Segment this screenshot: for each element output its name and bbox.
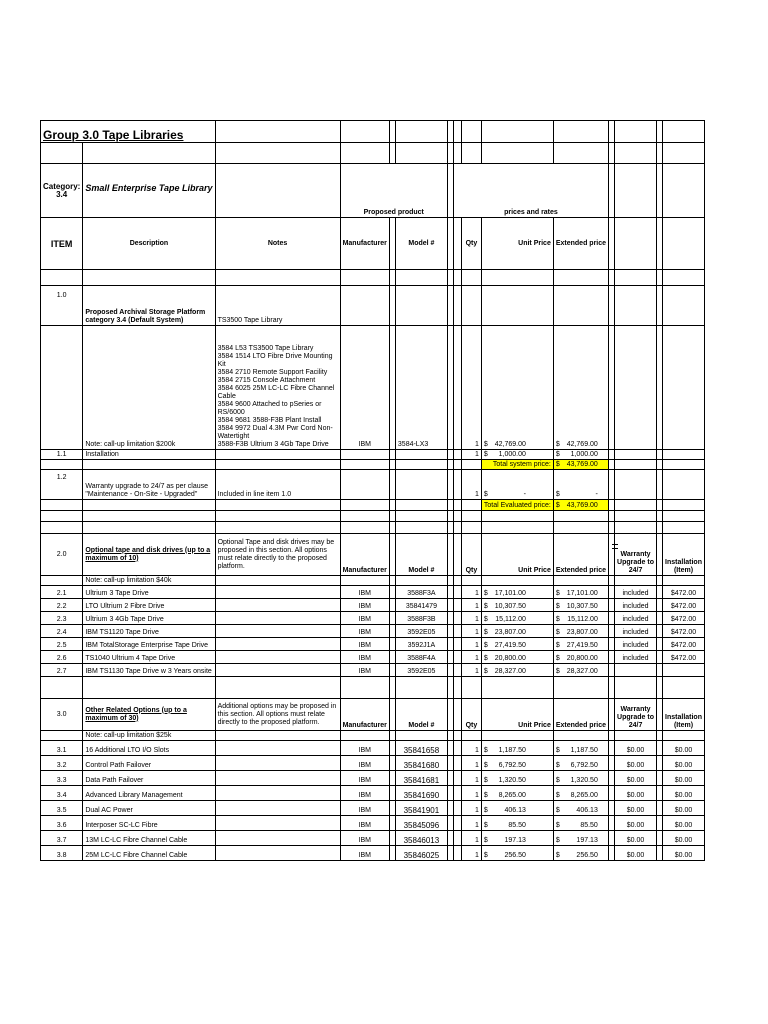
- row-description: Advanced Library Management: [83, 786, 215, 801]
- sheet-title: Group 3.0 Tape Libraries: [41, 121, 216, 143]
- row-installation: $472.00: [663, 651, 705, 664]
- row-description: TS1040 Ultrium 4 Tape Drive: [83, 651, 215, 664]
- row-warranty: $0.00: [615, 846, 657, 861]
- section1-notes-line: 3584 2715 Console Attachment: [217, 377, 316, 384]
- category-name: Small Enterprise Tape Library: [83, 164, 215, 218]
- row-item: 1.1: [41, 450, 83, 460]
- category-number: 3.4: [56, 189, 68, 199]
- row-item: 3.1: [41, 741, 83, 756]
- row-unit-price: 256.50: [504, 852, 526, 859]
- row-manufacturer: IBM: [340, 786, 389, 801]
- section1-notes-line: 3584 1514 LTO Fibre Drive Mounting Kit: [217, 353, 333, 368]
- section2-header-manufacturer: Manufacturer: [340, 534, 389, 576]
- row-description: Installation: [83, 450, 215, 460]
- row-extended-price: 1,187.50: [570, 747, 598, 754]
- row-manufacturer: IBM: [340, 638, 389, 651]
- table-row: 3.5 Dual AC Power IBM 35841901 1 $ 406.13 $ 406.13 $0.00 $0.00: [41, 801, 705, 816]
- row-extended-price: 28,327.00: [566, 668, 598, 675]
- row-extended-price: 1,320.50: [570, 777, 598, 784]
- section2-header-qty: Qty: [461, 534, 481, 576]
- row-item: 2.6: [41, 651, 83, 664]
- row-manufacturer: IBM: [340, 846, 389, 861]
- row-extended-price: 85.50: [580, 822, 598, 829]
- table-row: 2.6 TS1040 Ultrium 4 Tape Drive IBM 3588F4A 1 $ 20,800.00 $ 20,800.00 included $472.00: [41, 651, 705, 664]
- section1-description: Proposed Archival Storage Platform category 3.4 (Default System): [83, 286, 215, 326]
- category-label: Category:: [43, 181, 81, 191]
- row-unit-price: 85.50: [508, 822, 526, 829]
- warranty-row-qty: 1: [461, 470, 481, 500]
- row-extended-price: 6,792.50: [570, 762, 598, 769]
- row-unit-price: 20,800.00: [494, 655, 526, 662]
- section1-model: 3584-LX3: [395, 326, 447, 450]
- section1-notes-line: 3584 6025 25M LC-LC Fibre Channel Cable: [217, 385, 335, 400]
- row-item: 2.4: [41, 625, 83, 638]
- row-installation: $472.00: [663, 625, 705, 638]
- row-installation: $0.00: [663, 786, 705, 801]
- row-unit-price: 197.13: [504, 837, 526, 844]
- row-qty: 1: [461, 846, 481, 861]
- row-installation: $0.00: [663, 801, 705, 816]
- row-qty: 1: [461, 612, 481, 625]
- row-unit-price: 17,101.00: [494, 590, 526, 597]
- table-row: 2.7 IBM TS1130 Tape Drive w 3 Years onsite IBM 3592E05 1 $ 28,327.00 $ 28,327.00: [41, 664, 705, 677]
- warranty-row-notes: Included in line item 1.0: [215, 470, 340, 500]
- row-installation: [663, 664, 705, 677]
- table-row: 2.2 LTO Ultrium 2 Fibre Drive IBM 35841479 1 $ 10,307.50 $ 10,307.50 included $472.00: [41, 599, 705, 612]
- row-model: 3592J1A: [395, 638, 447, 651]
- row-model: 35841658: [395, 741, 447, 756]
- row-extended-price: 15,112.00: [567, 616, 598, 623]
- table-row: 2.5 IBM TotalStorage Enterprise Tape Drive IBM 3592J1A 1 $ 27,419.50 $ 27,419.50 included $472.00: [41, 638, 705, 651]
- warranty-row-item: 1.2: [41, 470, 83, 500]
- row-notes: [215, 450, 340, 460]
- section1-qty: 1: [461, 326, 481, 450]
- section2-header-installation: Installation (Item): [663, 534, 705, 576]
- row-model: 3588F3B: [395, 612, 447, 625]
- section3-header-manufacturer: Manufacturer: [340, 699, 389, 731]
- row-description: Control Path Failover: [83, 756, 215, 771]
- section2-notes: Optional Tape and disk drives may be proposed in this section. All options must relate directly to the proposed platform.: [215, 534, 340, 576]
- section1-notes-line: 3584 9972 Dual 4.3M Pwr Cord Non-Watertight: [217, 425, 333, 440]
- row-warranty: $0.00: [615, 831, 657, 846]
- section1-notes-head: TS3500 Tape Library: [215, 286, 340, 326]
- header-unit-price: Unit Price: [481, 218, 553, 270]
- page-edge-mark: [612, 544, 618, 549]
- section3-notes: Additional options may be proposed in this section. All options must relate directly to the proposed platform.: [215, 699, 340, 731]
- row-qty: 1: [461, 625, 481, 638]
- row-model: 35841479: [395, 599, 447, 612]
- total-system-price-label: Total system price:: [481, 460, 553, 470]
- total-evaluated-price-label: Total Evaluated price:: [481, 500, 553, 511]
- row-qty: 1: [461, 816, 481, 831]
- row-model: 35841680: [395, 756, 447, 771]
- row-description: 13M LC-LC Fibre Channel Cable: [83, 831, 215, 846]
- row-item: 3.2: [41, 756, 83, 771]
- row-extended-price: 27,419.50: [566, 642, 598, 649]
- row-manufacturer: IBM: [340, 612, 389, 625]
- header-model: Model #: [395, 218, 447, 270]
- row-qty: 1: [461, 756, 481, 771]
- row-item: 3.3: [41, 771, 83, 786]
- row-model: 3588F4A: [395, 651, 447, 664]
- section2-header-extended-price: Extended price: [553, 534, 608, 576]
- row-item: 3.8: [41, 846, 83, 861]
- row-warranty: included: [615, 599, 657, 612]
- table-row: 3.2 Control Path Failover IBM 35841680 1 $ 6,792.50 $ 6,792.50 $0.00 $0.00: [41, 756, 705, 771]
- section3-cap-note: Note: call-up limitation $25k: [83, 731, 215, 741]
- row-model: 3592E05: [395, 625, 447, 638]
- section3-header-extended-price: Extended price: [553, 699, 608, 731]
- row-qty: 1: [461, 801, 481, 816]
- row-manufacturer: IBM: [340, 801, 389, 816]
- row-item: 3.4: [41, 786, 83, 801]
- row-description: IBM TS1120 Tape Drive: [83, 625, 215, 638]
- row-installation: $0.00: [663, 756, 705, 771]
- row-unit-price: 406.13: [504, 807, 526, 814]
- section1-notes-line: 3584 2710 Remote Support Facility: [217, 369, 328, 376]
- row-item: 2.5: [41, 638, 83, 651]
- row-description: Data Path Failover: [83, 771, 215, 786]
- section1-notes-line: 3588-F3B Ultrium 3 4Gb Tape Drive: [217, 441, 329, 448]
- row-manufacturer: IBM: [340, 651, 389, 664]
- warranty-row-extended-price: -: [595, 491, 598, 498]
- row-qty: 1: [461, 741, 481, 756]
- row-warranty: $0.00: [615, 786, 657, 801]
- total-evaluated-price-value: 43,769.00: [566, 502, 598, 509]
- header-qty: Qty: [461, 218, 481, 270]
- row-item: 2.7: [41, 664, 83, 677]
- row-warranty: included: [615, 625, 657, 638]
- spreadsheet: [40, 120, 705, 861]
- row-unit-price: 28,327.00: [494, 668, 526, 675]
- row-installation: $472.00: [663, 599, 705, 612]
- table-row: 3.3 Data Path Failover IBM 35841681 1 $ 1,320.50 $ 1,320.50 $0.00 $0.00: [41, 771, 705, 786]
- row-qty: 1: [461, 651, 481, 664]
- row-item: 2.2: [41, 599, 83, 612]
- row-installation: $0.00: [663, 846, 705, 861]
- row-unit-price: 10,307.50: [494, 603, 526, 610]
- row-qty: 1: [461, 599, 481, 612]
- row-installation: $472.00: [663, 586, 705, 599]
- section1-notes-line: 3584 9600 Attached to pSeries or RS/6000: [217, 401, 322, 416]
- row-warranty: included: [615, 638, 657, 651]
- header-extended-price: Extended price: [553, 218, 608, 270]
- table-row: 3.1 16 Additional LTO I/O Slots IBM 35841658 1 $ 1,187.50 $ 1,187.50 $0.00 $0.00: [41, 741, 705, 756]
- row-model: 3592E05: [395, 664, 447, 677]
- row-unit-price: 8,265.00: [498, 792, 526, 799]
- row-extended-price: 8,265.00: [570, 792, 598, 799]
- header-manufacturer: Manufacturer: [340, 218, 389, 270]
- row-description: LTO Ultrium 2 Fibre Drive: [83, 599, 215, 612]
- row-description: 25M LC-LC Fibre Channel Cable: [83, 846, 215, 861]
- total-system-price-value: 43,769.00: [566, 461, 598, 468]
- row-unit-price: 1,320.50: [498, 777, 526, 784]
- section2-cap-note: Note: call-up limitation $40k: [83, 576, 215, 586]
- row-qty: 1: [461, 638, 481, 651]
- row-extended-price: 23,807.00: [566, 629, 598, 636]
- row-manufacturer: IBM: [340, 625, 389, 638]
- proposed-product-header: Proposed product: [340, 164, 447, 218]
- row-unit-price: 15,112.00: [495, 616, 526, 623]
- section2-header-warranty: Warranty Upgrade to 24/7: [615, 534, 657, 576]
- section1-notes-list: [215, 326, 340, 450]
- row-item: 3.5: [41, 801, 83, 816]
- warranty-row-description: Warranty upgrade to 24/7 as per clause "Maintenance - On-Site - Upgraded": [83, 470, 215, 500]
- section3-header-model: Model #: [395, 699, 447, 731]
- section3-item: 3.0: [41, 699, 83, 731]
- row-model: 35841681: [395, 771, 447, 786]
- row-description: 16 Additional LTO I/O Slots: [83, 741, 215, 756]
- tape-library-price-table: Group 3.0 Tape Libraries Category: 3.4 Small Enterprise Tape Library Proposed product prices and rates ITEM Description Notes Manufacturer Model # Qty Unit Price Extended price 1.0 Proposed Archival Storage Platform category 3.4 (Default System) TS3500 Tape Library Note: call-up limitation $200k 3584 L53 TS3500 Tape Library 3584 1514 LTO Fibre Drive Mounting Kit 3584 2710 Remote Support Facility 3584 2715 Console Attachment 3584 6025 25M LC-LC Fibre Channel Cable 3584 9600 Attached to pSeries or RS/6000 3584 9681 3588-F3B Plant Install 3584 9972 Dual 4.3M Pwr Cord Non-Watertight 3588-F3B Ultrium 3 4Gb Tape Drive IBM 3584-LX3 1 $ 42,769.00 $ 42,769.00 1.1 Installation 1 $ 1,000.00 $ 1,000.00 Total system price: $ 43,769.00 1.2 Warranty upgrade to 24/7 as per clause "Maintenance - On-Site - Upgraded" Included in line item 1.0 1 $ - $ - Total Evaluated price: $ 43,769.00 2.0 Optional tape and disk drives (up to a maximum of 10) Optional Tape and disk drives may be proposed in this section. All options must relate directly to the proposed platform. Manufacturer Model # Qty Unit Price Extended price Warranty Upgrade to 24/7 Installation (Item) Note: call-up limitation $40k 2.1 Ultrium 3 Tape Drive IBM 3588F3A 1 $ 17,101.00 $ 17,101.00 included $472.00 2.2 LTO Ultrium 2 Fibre Drive IBM 35841479 1 $ 10,307.50 $ 10,307.50 included $472.00 2.3 Ultrium 3 4Gb Tape Drive IBM 3588F3B 1 $ 15,112.00 $ 15,112.00 included $472.00 2.4 IBM TS1120 Tape Drive IBM 3592E05 1 $ 23,807.00 $ 23,807.00 included $472.00 2.5 IBM TotalStorage Enterprise Tape Drive IBM 3592J1A 1 $ 27,419.50 $ 27,419.50 included $472.00 2.6 TS1040 Ultrium 4 Tape Drive IBM 3588F4A 1 $ 20,800.00 $ 20,800.00 included $472.00 2.7 IBM TS1130 Tape Drive w 3 Years onsite IBM 3592E05 1 $ 28,327.00 $ 28,327.00 3.0 Other Related Options (up to a maximum of 30) Additional options may be proposed in this section. All options must relate directly to the proposed platform. Manufacturer Model # Qty Unit Price Extended price Warranty Upgrade to 24/7 Installation (Item) Note: call-up limitation $25k 3.1 16 Additional LTO I/O Slots IBM 35841658 1 $ 1,187.50 $ 1,187.50 $0.00 $0.00 3.2 Control Path Failover IBM 35841680 1 $ 6,792.50 $ 6,792.50 $0.00 $0.00 3.3 Data Path Failover IBM 35841681 1 $ 1,320.50 $ 1,320.50 $0.00 $0.00 3.4 Advanced Library Management IBM 35841690 1 $ 8,265.00 $ 8,265.00 $0.00 $0.00 3.5 Dual AC Power IBM 35841901 1 $ 406.13 $ 406.13 $0.00 $0.00 3.6 Interposer SC-LC Fibre IBM 35845096 1 $ 85.50 $ 85.50 $0.00 $0.00 3.7 13M LC-LC Fibre Channel Cable IBM 35846013 1 $ 197.13 $ 197.13 $0.00 $0.00 3.8 25M LC-LC Fibre Channel Cable IBM 35846025 1 $ 256.50 $ 256.50 $0.00 $0.00: [40, 120, 705, 861]
- row-warranty: $0.00: [615, 756, 657, 771]
- header-description: Description: [83, 218, 215, 270]
- section3-header-installation: Installation (Item): [663, 699, 705, 731]
- row-warranty: $0.00: [615, 816, 657, 831]
- row-model: 3588F3A: [395, 586, 447, 599]
- row-installation: $472.00: [663, 612, 705, 625]
- row-manufacturer: IBM: [340, 771, 389, 786]
- section3-header-unit-price: Unit Price: [481, 699, 553, 731]
- row-warranty: $0.00: [615, 741, 657, 756]
- row-warranty: $0.00: [615, 771, 657, 786]
- section3-header-qty: Qty: [461, 699, 481, 731]
- table-row: 3.6 Interposer SC-LC Fibre IBM 35845096 1 $ 85.50 $ 85.50 $0.00 $0.00: [41, 816, 705, 831]
- row-qty: 1: [461, 450, 481, 460]
- row-manufacturer: IBM: [340, 831, 389, 846]
- row-warranty: included: [615, 612, 657, 625]
- row-item: 2.1: [41, 586, 83, 599]
- row-description: IBM TS1130 Tape Drive w 3 Years onsite: [83, 664, 215, 677]
- table-row: 3.7 13M LC-LC Fibre Channel Cable IBM 35846013 1 $ 197.13 $ 197.13 $0.00 $0.00: [41, 831, 705, 846]
- row-description: Ultrium 3 Tape Drive: [83, 586, 215, 599]
- row-installation: $0.00: [663, 741, 705, 756]
- row-warranty: included: [615, 586, 657, 599]
- row-qty: 1: [461, 664, 481, 677]
- section3-description: Other Related Options (up to a maximum of 30): [83, 699, 215, 731]
- row-unit-price: 23,807.00: [494, 629, 526, 636]
- table-row: 2.1 Ultrium 3 Tape Drive IBM 3588F3A 1 $ 17,101.00 $ 17,101.00 included $472.00: [41, 586, 705, 599]
- table-row: 2.3 Ultrium 3 4Gb Tape Drive IBM 3588F3B 1 $ 15,112.00 $ 15,112.00 included $472.00: [41, 612, 705, 625]
- row-extended-price: 17,101.00: [566, 590, 598, 597]
- row-installation: $0.00: [663, 771, 705, 786]
- section1-extended-price: 42,769.00: [566, 441, 598, 448]
- row-model: 35846013: [395, 831, 447, 846]
- section2-description: Optional tape and disk drives (up to a maximum of 10): [83, 534, 215, 576]
- row-unit-price: 6,792.50: [498, 762, 526, 769]
- row-extended-price: 406.13: [576, 807, 598, 814]
- row-extended-price: 10,307.50: [566, 603, 598, 610]
- row-model: 35846025: [395, 846, 447, 861]
- row-item: 3.6: [41, 816, 83, 831]
- row-manufacturer: IBM: [340, 664, 389, 677]
- row-extended-price: 20,800.00: [566, 655, 598, 662]
- row-description: IBM TotalStorage Enterprise Tape Drive: [83, 638, 215, 651]
- row-description: Ultrium 3 4Gb Tape Drive: [83, 612, 215, 625]
- section1-manufacturer: IBM: [340, 326, 389, 450]
- section1-notes-line: 3584 L53 TS3500 Tape Library: [217, 345, 314, 352]
- row-manufacturer: IBM: [340, 756, 389, 771]
- section1-cap-note: Note: call-up limitation $200k: [83, 326, 215, 450]
- row-manufacturer: IBM: [340, 741, 389, 756]
- row-warranty: $0.00: [615, 801, 657, 816]
- section1-unit-price: 42,769.00: [494, 441, 526, 448]
- section3-header-warranty: Warranty Upgrade to 24/7: [615, 699, 657, 731]
- row-warranty: [615, 664, 657, 677]
- row-item: 2.3: [41, 612, 83, 625]
- header-notes: Notes: [215, 218, 340, 270]
- table-row: 2.4 IBM TS1120 Tape Drive IBM 3592E05 1 $ 23,807.00 $ 23,807.00 included $472.00: [41, 625, 705, 638]
- row-extended-price: 1,000.00: [570, 451, 598, 458]
- table-row: 3.8 25M LC-LC Fibre Channel Cable IBM 35846025 1 $ 256.50 $ 256.50 $0.00 $0.00: [41, 846, 705, 861]
- row-model: 35841901: [395, 801, 447, 816]
- row-unit-price: 27,419.50: [494, 642, 526, 649]
- header-item: ITEM: [41, 218, 83, 270]
- table-row: 1.1 Installation 1 $ 1,000.00 $ 1,000.00: [41, 450, 705, 460]
- row-qty: 1: [461, 586, 481, 599]
- row-extended-price: 256.50: [576, 852, 598, 859]
- row-qty: 1: [461, 786, 481, 801]
- row-description: Dual AC Power: [83, 801, 215, 816]
- section2-header-unit-price: Unit Price: [481, 534, 553, 576]
- section1-notes-line: 3584 9681 3588-F3B Plant Install: [217, 417, 322, 424]
- section2-item: 2.0: [41, 534, 83, 576]
- row-model: 35841690: [395, 786, 447, 801]
- row-item: 3.7: [41, 831, 83, 846]
- row-manufacturer: IBM: [340, 816, 389, 831]
- row-installation: $472.00: [663, 638, 705, 651]
- row-extended-price: 197.13: [576, 837, 598, 844]
- prices-and-rates-header: prices and rates: [453, 164, 608, 218]
- row-manufacturer: IBM: [340, 599, 389, 612]
- row-qty: 1: [461, 771, 481, 786]
- table-row: 3.4 Advanced Library Management IBM 35841690 1 $ 8,265.00 $ 8,265.00 $0.00 $0.00: [41, 786, 705, 801]
- warranty-row-unit-price: -: [523, 491, 526, 498]
- row-manufacturer: IBM: [340, 586, 389, 599]
- category-cell: [41, 164, 83, 218]
- row-unit-price: 1,000.00: [498, 451, 526, 458]
- row-description: Interposer SC-LC Fibre: [83, 816, 215, 831]
- row-unit-price: 1,187.50: [498, 747, 526, 754]
- row-installation: $0.00: [663, 831, 705, 846]
- section1-item: 1.0: [41, 286, 83, 326]
- row-model: 35845096: [395, 816, 447, 831]
- row-warranty: included: [615, 651, 657, 664]
- row-installation: $0.00: [663, 816, 705, 831]
- row-qty: 1: [461, 831, 481, 846]
- section2-header-model: Model #: [395, 534, 447, 576]
